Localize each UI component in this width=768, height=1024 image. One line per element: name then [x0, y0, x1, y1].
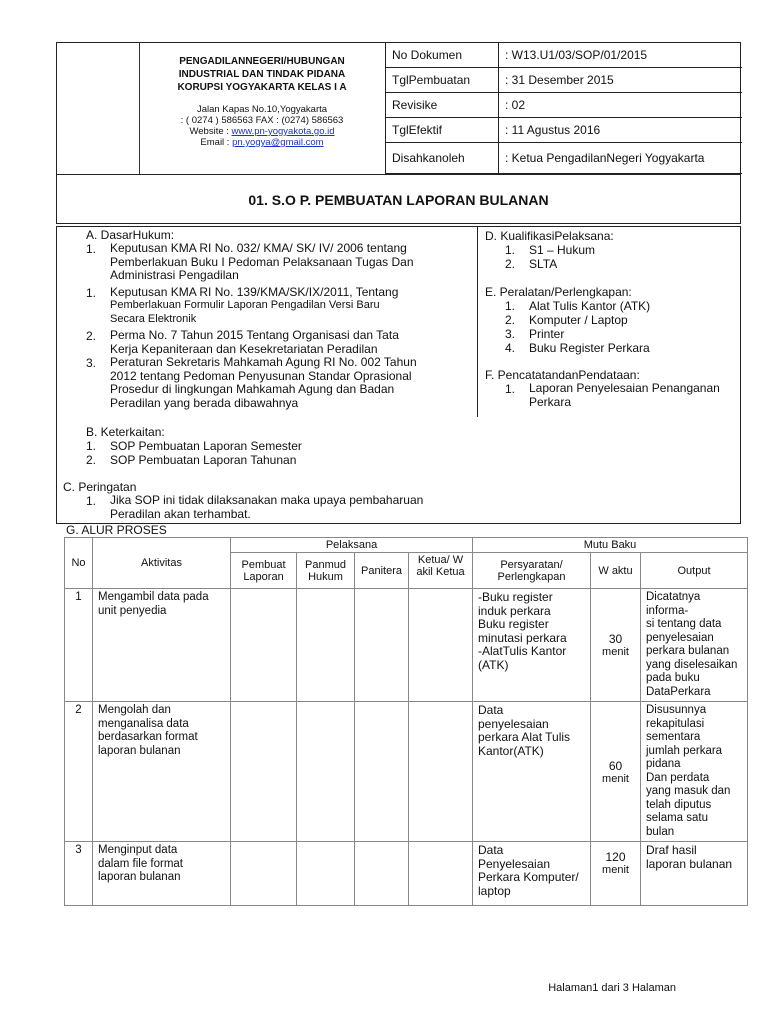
court-identity — [57, 43, 385, 174]
section-b — [86, 425, 472, 467]
col-group-pelaksana: Pelaksana — [231, 538, 473, 553]
document-meta — [385, 43, 742, 174]
col-pembuat: Pembuat Laporan — [231, 553, 297, 589]
col-ketua: Ketua/ W akil Ketua — [409, 553, 473, 589]
meta-row: No Dokumen : W13.U1/03/SOP/01/2015 — [386, 43, 742, 68]
col-waktu: W aktu — [591, 553, 641, 589]
meta-row: Revisike : 02 — [386, 93, 742, 118]
list-item: 2. Perma No. 7 Tahun 2015 Tentang Organisasi dan Tata Kerja Kepaniteraan dan Kesekretariatan Peradilan — [86, 328, 399, 356]
court-phone: : ( 0274 ) 586563 FAX : (0274) 586563 — [180, 115, 344, 126]
meta-row: TglPembuatan : 31 Desember 2015 — [386, 68, 742, 93]
col-no: No — [65, 538, 93, 589]
table-row: 1 Mengambil data pada unit penyedia -Buku register induk perkara Buku register minutasi perkara -AlatTulis Kantor (ATK) 30 menit Dicatatnya informa- si tentang data penyelesaian perkara bulanan yang diselesaikan pada buku DataPerkara — [65, 589, 748, 702]
meta-row: TglEfektif : 11 Agustus 2016 — [386, 118, 742, 143]
col-persyaratan: Persyaratan/ Perlengkapan — [473, 553, 591, 589]
page-number: Halaman1 dari 3 Halaman — [548, 982, 676, 994]
table-row: 2 Mengolah dan menganalisa data berdasarkan format laporan bulanan Data penyelesaian perkara Alat Tulis Kantor(ATK) 60 menit Disusunnya rekapitulasi sementara jumlah perkara pidana Dan perdata yang masuk dan telah diputus selama satu bulan — [65, 702, 748, 842]
section-f — [485, 368, 737, 409]
column-divider — [477, 227, 478, 417]
court-name-line: PENGADILANNEGERI/HUBUNGAN — [179, 56, 345, 67]
court-name-line: INDUSTRIAL DAN TINDAK PIDANA — [178, 69, 346, 80]
section-heading: F. PencatatandanPendataan: — [485, 368, 640, 382]
court-contact — [157, 104, 367, 148]
sop-provisions — [56, 226, 741, 524]
section-e — [485, 285, 735, 355]
section-heading: B. Keterkaitan: — [86, 425, 165, 439]
list-item: 3. Peraturan Sekretaris Mahkamah Agung RI No. 002 Tahun 2012 tentang Pedoman Penyusunan Standar Oprasional Prosedur di lingkungan Mahkamah Agung dan Badan Peradilan yang berada dibawahnya — [86, 355, 417, 410]
list-item: 1. Keputusan KMA RI No. 139/KMA/SK/IX/2011, Tentang Pemberlakuan Formulir Laporan Pengadilan Versi Baru Secara Elektronik — [86, 284, 399, 325]
section-g-heading: G. ALUR PROSES — [66, 523, 167, 537]
section-heading: C. Peringatan — [63, 480, 137, 494]
list-item: 1. Keputusan KMA RI No. 032/ KMA/ SK/ IV/ 2006 tentang Pemberlakuan Buku I Pedoman Pelaksanaan Tugas Dan Administrasi Pengadilan — [86, 241, 414, 282]
document-title: 01. S.O P. PEMBUATAN LAPORAN BULANAN — [57, 174, 740, 225]
section-d — [485, 229, 735, 271]
list-item: 2. Komputer / Laptop — [505, 313, 628, 327]
list-item: 1. SOP Pembuatan Laporan Semester — [86, 439, 302, 453]
table-row: 3 Menginput data dalam file format laporan bulanan Data Penyelesaian Perkara Komputer/ laptop 120 menit Draf hasil laporan bulanan — [65, 842, 748, 906]
col-output: Output — [641, 553, 748, 589]
col-aktivitas: Aktivitas — [93, 538, 231, 589]
website-link[interactable]: www.pn-yogyakota.go.id — [231, 126, 335, 137]
court-website: Website : www.pn-yogyakota.go.id — [189, 126, 335, 137]
list-item: 1. S1 – Hukum — [505, 243, 596, 257]
court-name — [157, 55, 367, 94]
list-item: 1. Alat Tulis Kantor (ATK) — [505, 299, 651, 313]
process-table — [64, 537, 747, 906]
email-link[interactable]: pn.yogya@gmail.com — [232, 137, 324, 148]
list-item: 4. Buku Register Perkara — [505, 341, 650, 355]
list-item: 3. Printer — [505, 327, 565, 341]
list-item: 1. Laporan Penyelesaian Penanganan Perkara — [505, 381, 720, 409]
section-a — [86, 228, 472, 410]
col-panitera: Panitera — [355, 553, 409, 589]
section-heading: A. DasarHukum: — [86, 228, 175, 242]
section-heading: D. KualifikasiPelaksana: — [485, 229, 614, 243]
section-heading: E. Peralatan/Perlengkapan: — [485, 285, 632, 299]
document-header — [56, 42, 741, 224]
list-item: 2. SOP Pembuatan Laporan Tahunan — [86, 453, 297, 467]
logo-divider — [139, 43, 140, 174]
col-panmud: Panmud Hukum — [297, 553, 355, 589]
list-item: 1. Jika SOP ini tidak dilaksanakan maka upaya pembaharuan Peradilan akan terhambat. — [86, 493, 424, 521]
list-item: 2. SLTA — [505, 257, 558, 271]
court-address: Jalan Kapas No.10,Yogyakarta — [196, 104, 328, 115]
court-email: Email : pn.yogya@gmail.com — [200, 137, 324, 148]
section-c — [63, 480, 473, 521]
court-name-line: KORUPSI YOGYAKARTA KELAS I A — [177, 82, 347, 93]
col-group-mutu: Mutu Baku — [473, 538, 748, 553]
meta-row: Disahkanoleh : Ketua PengadilanNegeri Yogyakarta — [386, 143, 742, 174]
